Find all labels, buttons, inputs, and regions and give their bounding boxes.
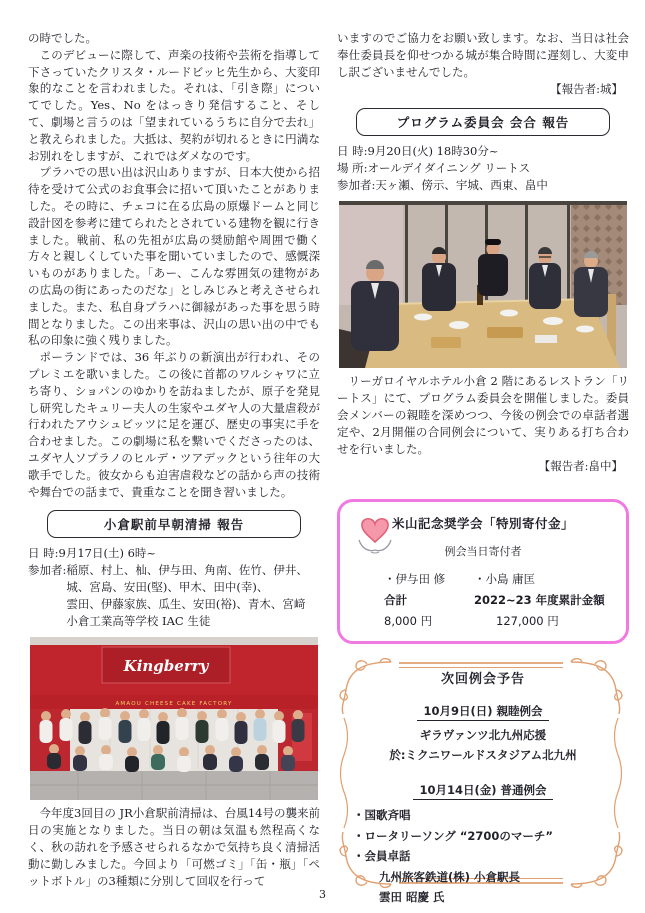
participants-label: 参加者: bbox=[28, 563, 67, 578]
participants-line: 稲原、村上、杣、伊与田、角南、佐竹、伊井、 bbox=[66, 563, 308, 578]
body-paragraph: プラハでの思い出は沢山ありますが、日本大使から招待を受けて公式のお食事会に招いて頂いたことがありました。その時に、チェコに在る広島の原爆ドームと同じ設計図を参考に建てられたとされている建物を観に行きました。戦前、私の先祖が広島の奨励館や周囲で働く方々と親しくしていた事を聞いていましたので、感慨深いものがありました。「あー、こんな雰囲気の建物があの広島の街にあったのだな」としみじみと考えさせられました。また、私自身プラハに御縁があった事を思う時間となりました。この出来事は、沢山の思い出の中でも私の印象に強く残りました。 bbox=[28, 165, 320, 348]
datetime-label: 日 時: bbox=[28, 546, 59, 561]
meeting1-date: 10月9日(日) 親睦例会 bbox=[417, 703, 548, 721]
cumulative-value: 127,000 円 bbox=[496, 614, 559, 629]
page-number: 3 bbox=[319, 888, 326, 901]
next-meetings-title: 次回例会予告 bbox=[440, 672, 525, 688]
datetime-label: 日 時: bbox=[337, 144, 368, 159]
kingberry-sign-text: Kingberry bbox=[123, 657, 209, 676]
donor-name: ・伊与田 修 bbox=[384, 572, 446, 587]
program-caption: リーガロイヤルホテル小倉 2 階にあるレストラン「リートス」にて、プログラム委員会を開催しました。委員会メンバーの親睦を深めつつ、今後の例会での卓話者選定や、2月開催の合同例会について、実りある打ち合わせを行いました。 bbox=[337, 374, 629, 456]
speaker-org: 九州旅客鉄道(株) 小倉駅長 bbox=[379, 869, 521, 884]
donation-table bbox=[352, 571, 614, 629]
body-paragraph: いますのでご協力をお願い致します。なお、当日は社会奉仕委員長を仰せつかる城が集合時間に遅刻し、大変申し訳ございませんでした。 bbox=[337, 31, 629, 79]
body-paragraph: このデビューに際して、声楽の技術や芸術を指導して下さっていたクリスタ・ルードビッヒ先生から、大変印象的なことを言われました。それは、「引き際」についてでした。Yes、No をはっきり発信すること、そして、劇場と言うのは「望まれているうちに自分で去れ」と教えられました。大抵は、契約が切れるときに円満なお別れをしますが、これではダメなのです。 bbox=[28, 47, 320, 163]
detail-datetime bbox=[28, 545, 320, 562]
place-value: オールデイダイニング リートス bbox=[367, 161, 531, 176]
agenda-item: ・ロータリーソング “2700のマーチ” bbox=[353, 828, 553, 843]
participants-line: 小倉工業高等学校 IAC 生徒 bbox=[66, 614, 211, 629]
program-report-title-box: プログラム委員会 会合 報告 bbox=[356, 108, 609, 136]
meeting1-detail: ギラヴァンツ北九州応援 bbox=[419, 728, 547, 743]
total-value: 8,000 円 bbox=[384, 614, 433, 629]
agenda-item: ・会員卓話 bbox=[353, 849, 411, 864]
participants-line: 雲田、伊藤家族、瓜生、安田(裕)、青木、宮﨑 bbox=[66, 597, 306, 612]
right-column bbox=[337, 30, 629, 905]
program-report-details bbox=[337, 143, 629, 194]
heart-in-hands-icon bbox=[356, 512, 394, 558]
detail-participants bbox=[337, 177, 629, 194]
next-meetings-section bbox=[337, 656, 629, 905]
two-column-layout bbox=[28, 30, 629, 905]
agenda-item: ・国歌斉唱 bbox=[353, 808, 411, 823]
body-paragraph: ポーランドでは、36 年ぶりの新演出が行われ、そのプレミエを歌いました。この後に首都のワルシャワに立ち寄り、ショパンのゆかりを訪ねましたが、原子を発見し研究したキュリー夫人の生家やユダヤ人の大量虐殺が行われたアウシュビッツに足を運び、歴史の事実に手を合わせました。この劇場に私を繋いでくださったのは、ユダヤ人ソプラノのヒルデ・ツアデックという往年の大歌手でした。彼女からも迫害虐殺などの話から声の技術や舞台での話まで、貴重なことを聞き習いました。 bbox=[28, 350, 320, 499]
body-paragraph: の時でした。 bbox=[28, 31, 97, 45]
donor-name: ・小島 庸匡 bbox=[474, 572, 536, 587]
storefront-subtitle-text: AMAOU CHEESE CAKE FACTORY bbox=[115, 701, 233, 708]
donation-subtitle: 例会当日寄付者 bbox=[444, 545, 522, 559]
detail-participants bbox=[28, 562, 320, 630]
detail-datetime bbox=[337, 143, 629, 160]
left-column bbox=[28, 30, 320, 890]
datetime-value: 9月20日(火) 18時30分~ bbox=[367, 144, 499, 159]
yoneyama-donation-box bbox=[337, 499, 629, 644]
cleanup-report-title-box: 小倉駅前早朝清掃 報告 bbox=[47, 510, 300, 538]
total-label: 合計 bbox=[384, 593, 407, 608]
cleanup-caption: 今年度3回目の JR小倉駅前清掃は、台風14号の襲来前日の実施となりました。当日の朝は気温も然程高くなく、秋の訪れを予感させられるなかで気持ち良く清掃活動に勤しみました。今回より「可燃ゴミ」「缶・瓶」「ペットボトル」の3種類に分別して回収を行って bbox=[28, 806, 320, 888]
meeting1-venue: 於:ミクニワールドスタジアム北九州 bbox=[389, 747, 577, 762]
participants-value: 天ヶ瀬、傍示、宇城、西東、畠中 bbox=[375, 178, 548, 193]
donation-title: 米山記念奨学会「特別寄付金」 bbox=[391, 516, 574, 532]
program-committee-photo bbox=[339, 201, 627, 368]
place-label: 場 所: bbox=[337, 161, 368, 176]
reporter-jo: 【報告者:城】 bbox=[550, 82, 623, 97]
detail-place bbox=[337, 160, 629, 177]
cleanup-group-photo bbox=[30, 637, 318, 800]
speaker-name: 雲田 昭慶 氏 bbox=[379, 890, 445, 905]
meeting2-date: 10月14日(金) 普通例会 bbox=[413, 782, 552, 800]
cleanup-report-details bbox=[28, 545, 320, 630]
participants-list bbox=[66, 562, 320, 630]
participants-label: 参加者: bbox=[337, 178, 376, 193]
reporter-hatanaka: 【報告者:畠中】 bbox=[538, 459, 623, 474]
datetime-value: 9月17日(土) 6時~ bbox=[58, 546, 157, 561]
next-meetings-content bbox=[337, 656, 629, 908]
participants-line: 城、宮島、安田(堅)、甲木、田中(幸)、 bbox=[66, 580, 269, 595]
cumulative-label: 2022~23 年度累計金額 bbox=[474, 593, 605, 608]
